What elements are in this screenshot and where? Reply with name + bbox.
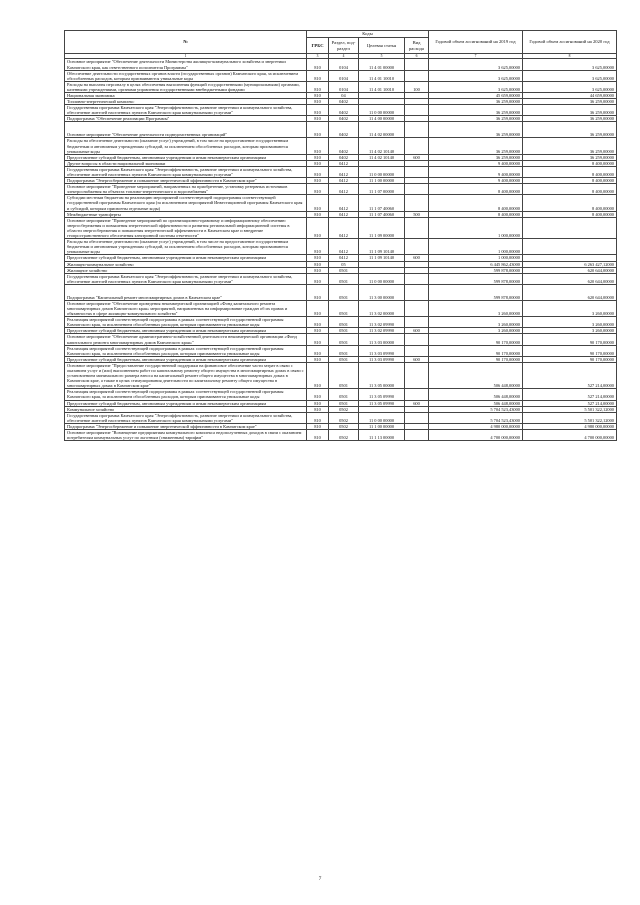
row-name-cell: Межбюджетные трансферты xyxy=(65,211,307,217)
row-2020-cell: 3 260,00000 xyxy=(523,328,617,334)
row-2019-cell: 36 259,00000 xyxy=(429,138,523,154)
row-name-cell: Субсидии местным бюджетам на реализацию мероприятий соответствующей подпрограммы соответствующей государственной программы Камчатского края (за исключением мероприятий Инвестиционной программы Камчатского края и субсидий, которым присвоены отдельные коды) xyxy=(65,195,307,211)
row-2019-cell: 3 260,00000 xyxy=(429,317,523,328)
row-2020-cell: 36 259,00000 xyxy=(523,116,617,122)
row-grbs-cell: 810 xyxy=(307,138,329,154)
column-index: 7 xyxy=(429,54,523,59)
row-2019-cell: 36 259,00000 xyxy=(429,154,523,160)
row-vr-cell xyxy=(405,389,429,400)
row-cs-cell: 11 1 09 10140 xyxy=(359,239,405,255)
row-2020-cell: 8 400,00000 xyxy=(523,184,617,195)
budget-table-page xyxy=(64,30,616,441)
row-name-cell: Реализация мероприятий соответствующей подпрограммы в рамках соответствующей государственной программы Камчатского края, за исключением обособленных расходов, которым присваиваются уникальные коды xyxy=(65,345,307,356)
row-cs-cell: 11 3 00 00000 xyxy=(359,284,405,300)
row-razdel-cell: 0502 xyxy=(329,412,359,423)
row-2019-cell: 3 260,00000 xyxy=(429,328,523,334)
row-name-cell: Основное мероприятие "Обеспечение деятельности подведомственных организаций" xyxy=(65,122,307,138)
row-name-cell: Реализация мероприятий соответствующей подпрограммы в рамках соответствующей государственной программы Камчатского края, за исключением обособленных расходов, которым присваиваются уникальные коды xyxy=(65,317,307,328)
row-name-cell: Подпрограмма "Энергосбережение и повышение энергетической эффективности в Камчатском крае" xyxy=(65,178,307,184)
row-cs-cell: 11 4 02 10140 xyxy=(359,138,405,154)
column-index: 3 xyxy=(307,54,329,59)
row-2019-cell: 90 170,00000 xyxy=(429,356,523,362)
row-2019-cell: 1 000,00000 xyxy=(429,239,523,255)
row-name-cell: Коммунальное хозяйство xyxy=(65,406,307,412)
row-cs-cell: 11 1 07 40060 xyxy=(359,211,405,217)
row-grbs-cell: 810 xyxy=(307,412,329,423)
table-row xyxy=(65,362,617,388)
row-cs-cell: 11 1 09 00000 xyxy=(359,217,405,238)
row-grbs-cell: 810 xyxy=(307,423,329,429)
row-2020-cell: 3 625,00000 xyxy=(523,81,617,92)
row-cs-cell: 11 3 02 09990 xyxy=(359,317,405,328)
row-grbs-cell: 810 xyxy=(307,81,329,92)
row-cs-cell: 11 4 02 10140 xyxy=(359,154,405,160)
row-2019-cell: 5 704 523,43000 xyxy=(429,412,523,423)
row-2020-cell: 36 259,00000 xyxy=(523,154,617,160)
table-row xyxy=(65,300,617,316)
row-2019-cell: 3 625,00000 xyxy=(429,70,523,81)
row-vr-cell xyxy=(405,239,429,255)
row-name-cell: Основное мероприятие "Обеспечение деятельности Министерства жилищно-коммунального хозяйства и энергетики Камчатского края, как ответственного исполнителя Программы" xyxy=(65,59,307,70)
row-cs-cell: 11 3 02 09990 xyxy=(359,328,405,334)
row-vr-cell xyxy=(405,430,429,441)
row-name-cell: Государственная программа Камчатского края "Энергоэффективность, развитие энергетики и коммунального хозяйства, обеспечение жителей населенных пунктов Камчатского края коммунальными услугами" xyxy=(65,105,307,116)
row-2019-cell: 3 625,00000 xyxy=(429,59,523,70)
row-2020-cell: 5 501 322,12000 xyxy=(523,412,617,423)
row-vr-cell: 100 xyxy=(405,81,429,92)
col-name-header: № xyxy=(65,31,307,54)
row-grbs-cell: 810 xyxy=(307,400,329,406)
row-razdel-cell: 0501 xyxy=(329,317,359,328)
row-cs-cell: 11 1 07 40060 xyxy=(359,195,405,211)
row-name-cell: Государственная программа Камчатского края "Энергоэффективность, развитие энергетики и коммунального хозяйства, обеспечение жителей населенных пунктов Камчатского края коммунальными услугами" xyxy=(65,166,307,177)
col-razdel-header: Раздел, под-раздел xyxy=(329,38,359,54)
row-grbs-cell: 810 xyxy=(307,105,329,116)
row-razdel-cell: 0412 xyxy=(329,184,359,195)
table-row xyxy=(65,412,617,423)
row-razdel-cell: 0412 xyxy=(329,195,359,211)
row-vr-cell: 600 xyxy=(405,154,429,160)
row-cs-cell: 11 3 05 00000 xyxy=(359,362,405,388)
row-2019-cell: 90 170,00000 xyxy=(429,334,523,345)
row-grbs-cell: 810 xyxy=(307,255,329,261)
row-grbs-cell: 810 xyxy=(307,92,329,98)
col-grbs-header: ГРБС xyxy=(307,38,329,54)
row-name-cell: Предоставление субсидий бюджетным, автономным учреждениям и иным некоммерческим организациям xyxy=(65,328,307,334)
row-grbs-cell: 810 xyxy=(307,430,329,441)
row-cs-cell: 11 3 02 00000 xyxy=(359,300,405,316)
page-number: 7 xyxy=(318,876,322,882)
row-2020-cell: 4 700 000,00000 xyxy=(523,430,617,441)
row-cs-cell: 11 1 07 00000 xyxy=(359,184,405,195)
row-razdel-cell: 0412 xyxy=(329,211,359,217)
row-name-cell: Жилищно-коммунальное хозяйство xyxy=(65,261,307,267)
row-name-cell: Обеспечение деятельности государственных органов власти (государственных органов) Камчатского края, за исключением обособленных расходов, которым присваиваются уникальные коды xyxy=(65,70,307,81)
row-name-cell: Подпрограмма "Энергосбережение и повышение энергетической эффективности в Камчатском крае" xyxy=(65,423,307,429)
row-cs-cell: 11 0 00 00000 xyxy=(359,273,405,284)
column-index: 5 xyxy=(359,54,405,59)
row-cs-cell: 11 1 00 00000 xyxy=(359,423,405,429)
row-razdel-cell: 0502 xyxy=(329,430,359,441)
row-2020-cell: 8 400,00000 xyxy=(523,178,617,184)
row-razdel-cell: 0501 xyxy=(329,267,359,273)
row-cs-cell: 11 4 00 00000 xyxy=(359,116,405,122)
row-vr-cell: 600 xyxy=(405,400,429,406)
row-razdel-cell: 0412 xyxy=(329,160,359,166)
row-2019-cell: 599 878,00000 xyxy=(429,284,523,300)
row-razdel-cell: 0501 xyxy=(329,345,359,356)
table-row xyxy=(65,389,617,400)
col-vr-header: Вид расхода xyxy=(405,38,429,54)
row-2020-cell xyxy=(523,217,617,238)
row-2019-cell: 8 400,00000 xyxy=(429,211,523,217)
row-vr-cell xyxy=(405,122,429,138)
row-2019-cell: 599 878,00000 xyxy=(429,273,523,284)
row-grbs-cell: 810 xyxy=(307,217,329,238)
row-2020-cell: 5 501 322,12000 xyxy=(523,406,617,412)
row-2020-cell: 8 400,00000 xyxy=(523,160,617,166)
row-name-cell: Основное мероприятие "Проведение мероприятий по организационно-правовому и информационному обеспечению энергосбережения и повышения энергетической эффективности и развития региональной информационной системы в области энергосбережения и повышения энергетической эффективности в Камчатском крае и внедрение геопространственного обеспечения электронной системы отчетности" xyxy=(65,217,307,238)
row-2020-cell: 36 259,00000 xyxy=(523,122,617,138)
table-row xyxy=(65,184,617,195)
row-razdel-cell: 0501 xyxy=(329,300,359,316)
row-2019-cell: 36 259,00000 xyxy=(429,105,523,116)
row-razdel-cell: 0104 xyxy=(329,59,359,70)
row-name-cell: Национальная экономика xyxy=(65,92,307,98)
row-name-cell: Подпрограмма "Обеспечение реализации Программы" xyxy=(65,116,307,122)
row-grbs-cell: 810 xyxy=(307,70,329,81)
row-razdel-cell: 0501 xyxy=(329,328,359,334)
table-row xyxy=(65,195,617,211)
row-vr-cell xyxy=(405,412,429,423)
row-grbs-cell: 810 xyxy=(307,99,329,105)
table-row xyxy=(65,166,617,177)
row-grbs-cell: 810 xyxy=(307,389,329,400)
row-grbs-cell: 810 xyxy=(307,239,329,255)
row-cs-cell: 11 3 05 09990 xyxy=(359,389,405,400)
row-vr-cell: 600 xyxy=(405,255,429,261)
row-2020-cell: 90 170,00000 xyxy=(523,345,617,356)
row-2019-cell: 9 400,00000 xyxy=(429,178,523,184)
row-razdel-cell: 0402 xyxy=(329,138,359,154)
table-row xyxy=(65,239,617,255)
row-razdel-cell: 0402 xyxy=(329,116,359,122)
row-grbs-cell: 810 xyxy=(307,195,329,211)
table-row xyxy=(65,217,617,238)
row-name-cell: Расходы на обеспечение деятельности (оказание услуг) учреждений, в том числе на предоставление государственным бюджетным и автономным учреждениям субсидий, за исключением обособленных расходов, которым присваиваются уникальные коды xyxy=(65,239,307,255)
table-row xyxy=(65,70,617,81)
row-grbs-cell: 810 xyxy=(307,160,329,166)
row-razdel-cell: 0501 xyxy=(329,273,359,284)
row-name-cell: Жилищное хозяйство xyxy=(65,267,307,273)
row-razdel-cell: 05 xyxy=(329,261,359,267)
row-razdel-cell: 0501 xyxy=(329,362,359,388)
row-vr-cell xyxy=(405,70,429,81)
row-2019-cell: 90 170,00000 xyxy=(429,345,523,356)
row-grbs-cell: 810 xyxy=(307,345,329,356)
row-vr-cell xyxy=(405,166,429,177)
row-cs-cell: 11 0 00 00000 xyxy=(359,166,405,177)
row-name-cell: Предоставление субсидий бюджетным, автономным учреждениям и иным некоммерческим организациям xyxy=(65,400,307,406)
row-name-cell: Подпрограмма "Капитальный ремонт многоквартирных домов в Камчатском крае" xyxy=(65,284,307,300)
row-grbs-cell: 810 xyxy=(307,356,329,362)
row-2020-cell: 90 170,00000 xyxy=(523,356,617,362)
row-cs-cell: 11 4 01 10010 xyxy=(359,81,405,92)
row-vr-cell xyxy=(405,138,429,154)
row-cs-cell: 11 4 01 10010 xyxy=(359,70,405,81)
row-cs-cell: 11 3 05 09990 xyxy=(359,400,405,406)
table-row xyxy=(65,273,617,284)
row-grbs-cell: 810 xyxy=(307,59,329,70)
row-name-cell: Расходы на выплаты персоналу в целях обеспечения выполнения функций государственными (муниципальными) органами, казенными учреждениями, органами управления государственными внебюджетными фондами xyxy=(65,81,307,92)
row-razdel-cell: 0502 xyxy=(329,406,359,412)
row-razdel-cell: 0412 xyxy=(329,178,359,184)
row-2019-cell: 3 260,00000 xyxy=(429,300,523,316)
table-row xyxy=(65,317,617,328)
row-2019-cell: 8 400,00000 xyxy=(429,184,523,195)
row-grbs-cell: 810 xyxy=(307,267,329,273)
row-vr-cell: 600 xyxy=(405,356,429,362)
col-2020-header: Годовой объем ассигнований на 2020 год xyxy=(523,31,617,54)
row-grbs-cell: 810 xyxy=(307,211,329,217)
row-2020-cell: 36 259,00000 xyxy=(523,105,617,116)
row-cs-cell: 11 3 03 09990 xyxy=(359,356,405,362)
row-2019-cell: 5 704 523,43000 xyxy=(429,406,523,412)
row-grbs-cell: 810 xyxy=(307,362,329,388)
row-cs-cell: 11 0 00 00000 xyxy=(359,412,405,423)
row-grbs-cell: 810 xyxy=(307,261,329,267)
row-2019-cell: 506 448,00000 xyxy=(429,389,523,400)
row-razdel-cell: 0501 xyxy=(329,334,359,345)
row-razdel-cell: 0402 xyxy=(329,154,359,160)
row-2019-cell: 45 659,00000 xyxy=(429,92,523,98)
row-2020-cell: 3 260,00000 xyxy=(523,317,617,328)
row-2019-cell: 599 878,00000 xyxy=(429,267,523,273)
codes-header: Коды xyxy=(307,31,429,38)
row-2019-cell: 8 400,00000 xyxy=(429,195,523,211)
row-2020-cell: 8 400,00000 xyxy=(523,211,617,217)
row-2020-cell: 8 400,00000 xyxy=(523,166,617,177)
table-row xyxy=(65,122,617,138)
row-razdel-cell: 0501 xyxy=(329,400,359,406)
row-2020-cell: 620 644,00000 xyxy=(523,273,617,284)
col-2019-header: Годовой объем ассигнований на 2019 год xyxy=(429,31,523,54)
row-vr-cell xyxy=(405,345,429,356)
row-cs-cell: 11 1 13 00000 xyxy=(359,430,405,441)
row-grbs-cell: 810 xyxy=(307,122,329,138)
row-2019-cell: 3 625,00000 xyxy=(429,81,523,92)
row-grbs-cell: 810 xyxy=(307,406,329,412)
row-name-cell: Основное мероприятие "Обеспечение проведения некоммерческой организацией «Фонд капитального ремонта многоквартирных домов Камчатского края» мероприятий, направленных на информирование граждан об их правах и обязанностях в сфере жилищно-коммунального хозяйства" xyxy=(65,300,307,316)
table-row xyxy=(65,430,617,441)
row-vr-cell xyxy=(405,217,429,238)
row-2019-cell: 36 259,00000 xyxy=(429,122,523,138)
row-grbs-cell: 810 xyxy=(307,184,329,195)
row-cs-cell: 11 1 00 00000 xyxy=(359,178,405,184)
column-index: 1 xyxy=(65,54,307,59)
row-2019-cell: 36 259,00000 xyxy=(429,116,523,122)
table-row xyxy=(65,284,617,300)
row-razdel-cell: 0104 xyxy=(329,70,359,81)
row-cs-cell: 11 4 01 00000 xyxy=(359,59,405,70)
row-vr-cell xyxy=(405,195,429,211)
table-row xyxy=(65,345,617,356)
row-name-cell: Предоставление субсидий бюджетным, автономным учреждениям и иным некоммерческим организациям xyxy=(65,356,307,362)
row-2020-cell: 36 259,00000 xyxy=(523,138,617,154)
row-2020-cell: 44 659,00000 xyxy=(523,92,617,98)
table-row xyxy=(65,59,617,70)
row-vr-cell xyxy=(405,184,429,195)
row-razdel-cell: 0412 xyxy=(329,239,359,255)
column-index: 8 xyxy=(523,54,617,59)
row-2020-cell: 90 170,00000 xyxy=(523,334,617,345)
row-name-cell: Основное мероприятие "Проведение мероприятий, направленных на приобретение, установку резервных источников электроснабжения на объектах топливо-энергетического и водоснабжения" xyxy=(65,184,307,195)
row-2020-cell: 3 625,00000 xyxy=(523,70,617,81)
row-2019-cell: 1 000,00000 xyxy=(429,217,523,238)
row-name-cell: Реализация мероприятий соответствующей подпрограммы в рамках соответствующей государственной программы Камчатского края, за исключением обособленных расходов, которым присваиваются уникальные коды xyxy=(65,389,307,400)
row-2020-cell: 527 214,00000 xyxy=(523,389,617,400)
row-vr-cell xyxy=(405,300,429,316)
row-vr-cell xyxy=(405,334,429,345)
table-row xyxy=(65,105,617,116)
row-name-cell: Другие вопросы в области национальной экономики xyxy=(65,160,307,166)
row-2019-cell: 506 448,00000 xyxy=(429,400,523,406)
row-grbs-cell: 810 xyxy=(307,116,329,122)
row-razdel-cell: 0402 xyxy=(329,122,359,138)
row-name-cell: Топливно-энергетический комплекс xyxy=(65,99,307,105)
row-name-cell: Предоставление субсидий бюджетным, автономным учреждениям и иным некоммерческим организациям xyxy=(65,255,307,261)
row-razdel-cell: 0501 xyxy=(329,356,359,362)
row-grbs-cell: 810 xyxy=(307,273,329,284)
row-name-cell: Основное мероприятие "Предоставление государственной поддержки на финансовое обеспечение части затрат в связи с оказанием услуг и (или) выполнением работ по капитальному ремонту общего имущества в многоквартирных домах в связи с установлением минимального размера взноса на капитальный ремонт общего имущества в многоквартирных домах в Камчатском крае, а также в целях стимулирования деятельности по капитальному ремонту общего имущества в многоквартирных домах в Камчатском крае" xyxy=(65,362,307,388)
row-razdel-cell: 0501 xyxy=(329,284,359,300)
row-name-cell: Государственная программа Камчатского края "Энергоэффективность, развитие энергетики и коммунального хозяйства, обеспечение жителей населенных пунктов Камчатского края коммунальными услугами" xyxy=(65,412,307,423)
row-2020-cell: 527 214,00000 xyxy=(523,400,617,406)
row-grbs-cell: 810 xyxy=(307,178,329,184)
row-vr-cell xyxy=(405,273,429,284)
header-row-1 xyxy=(65,31,617,38)
row-name-cell: Основное мероприятие "Обеспечение административно-хозяйственной деятельности некоммерческой организации «Фонд капитального ремонта многоквартирных домов Камчатского края»" xyxy=(65,334,307,345)
row-2019-cell: 9 400,00000 xyxy=(429,166,523,177)
row-name-cell: Основное мероприятие "Возмещение предприятиям коммунального комплекса недополученных доходов в связи с оказанием потребителям коммунальных услуг по льготным (сниженным) тарифам" xyxy=(65,430,307,441)
row-2019-cell: 6 445 862,43000 xyxy=(429,261,523,267)
budget-table xyxy=(64,30,617,441)
row-vr-cell xyxy=(405,59,429,70)
row-vr-cell xyxy=(405,105,429,116)
row-razdel-cell: 0502 xyxy=(329,423,359,429)
col-cs-header: Целевая статья xyxy=(359,38,405,54)
row-name-cell: Предоставление субсидий бюджетным, автономным учреждениям и иным некоммерческим организациям xyxy=(65,154,307,160)
row-grbs-cell: 810 xyxy=(307,328,329,334)
row-2020-cell: 620 644,00000 xyxy=(523,284,617,300)
row-grbs-cell: 810 xyxy=(307,300,329,316)
row-vr-cell xyxy=(405,317,429,328)
row-cs-cell: 11 4 02 00000 xyxy=(359,122,405,138)
table-row xyxy=(65,81,617,92)
row-name-cell: Расходы на обеспечение деятельности (оказание услуг) учреждений, в том числе на предоставление государственным бюджетным и автономным учреждениям субсидий, за исключением обособленных расходов, которым присваиваются уникальные коды xyxy=(65,138,307,154)
table-row xyxy=(65,334,617,345)
row-vr-cell: 500 xyxy=(405,211,429,217)
row-cs-cell: 11 3 03 09990 xyxy=(359,345,405,356)
row-2019-cell: 1 000,00000 xyxy=(429,255,523,261)
row-cs-cell: 11 0 00 00000 xyxy=(359,105,405,116)
row-name-cell: Государственная программа Камчатского края "Энергоэффективность, развитие энергетики и коммунального хозяйства, обеспечение жителей населенных пунктов Камчатского края коммунальными услугами" xyxy=(65,273,307,284)
row-2019-cell: 4 700 000,00000 xyxy=(429,430,523,441)
row-razdel-cell: 0402 xyxy=(329,105,359,116)
row-razdel-cell: 0412 xyxy=(329,166,359,177)
row-razdel-cell: 0501 xyxy=(329,389,359,400)
row-2020-cell xyxy=(523,239,617,255)
row-razdel-cell: 0412 xyxy=(329,217,359,238)
row-2020-cell: 6 263 427,12000 xyxy=(523,261,617,267)
row-grbs-cell: 810 xyxy=(307,317,329,328)
column-index: 6 xyxy=(405,54,429,59)
row-razdel-cell: 0104 xyxy=(329,81,359,92)
row-cs-cell: 11 1 09 10140 xyxy=(359,255,405,261)
column-index: 4 xyxy=(329,54,359,59)
row-2020-cell: 3 260,00000 xyxy=(523,300,617,316)
row-vr-cell xyxy=(405,362,429,388)
row-grbs-cell: 810 xyxy=(307,154,329,160)
row-2020-cell: 8 400,00000 xyxy=(523,195,617,211)
row-2019-cell: 506 448,00000 xyxy=(429,362,523,388)
row-2020-cell: 527 214,00000 xyxy=(523,362,617,388)
row-grbs-cell: 810 xyxy=(307,334,329,345)
row-2019-cell: 36 259,00000 xyxy=(429,99,523,105)
row-cs-cell: 11 3 03 00000 xyxy=(359,334,405,345)
row-grbs-cell: 810 xyxy=(307,284,329,300)
row-2019-cell: 4 980 000,00000 xyxy=(429,423,523,429)
row-vr-cell: 600 xyxy=(405,328,429,334)
row-razdel-cell: 0402 xyxy=(329,99,359,105)
row-2020-cell: 36 259,00000 xyxy=(523,99,617,105)
row-2020-cell: 620 644,00000 xyxy=(523,267,617,273)
row-vr-cell xyxy=(405,284,429,300)
table-body xyxy=(65,54,617,441)
row-2020-cell: 4 980 000,00000 xyxy=(523,423,617,429)
row-razdel-cell: 0412 xyxy=(329,255,359,261)
row-2020-cell: 3 625,00000 xyxy=(523,59,617,70)
row-2019-cell: 9 400,00000 xyxy=(429,160,523,166)
row-razdel-cell: 04 xyxy=(329,92,359,98)
row-grbs-cell: 810 xyxy=(307,166,329,177)
table-row xyxy=(65,138,617,154)
